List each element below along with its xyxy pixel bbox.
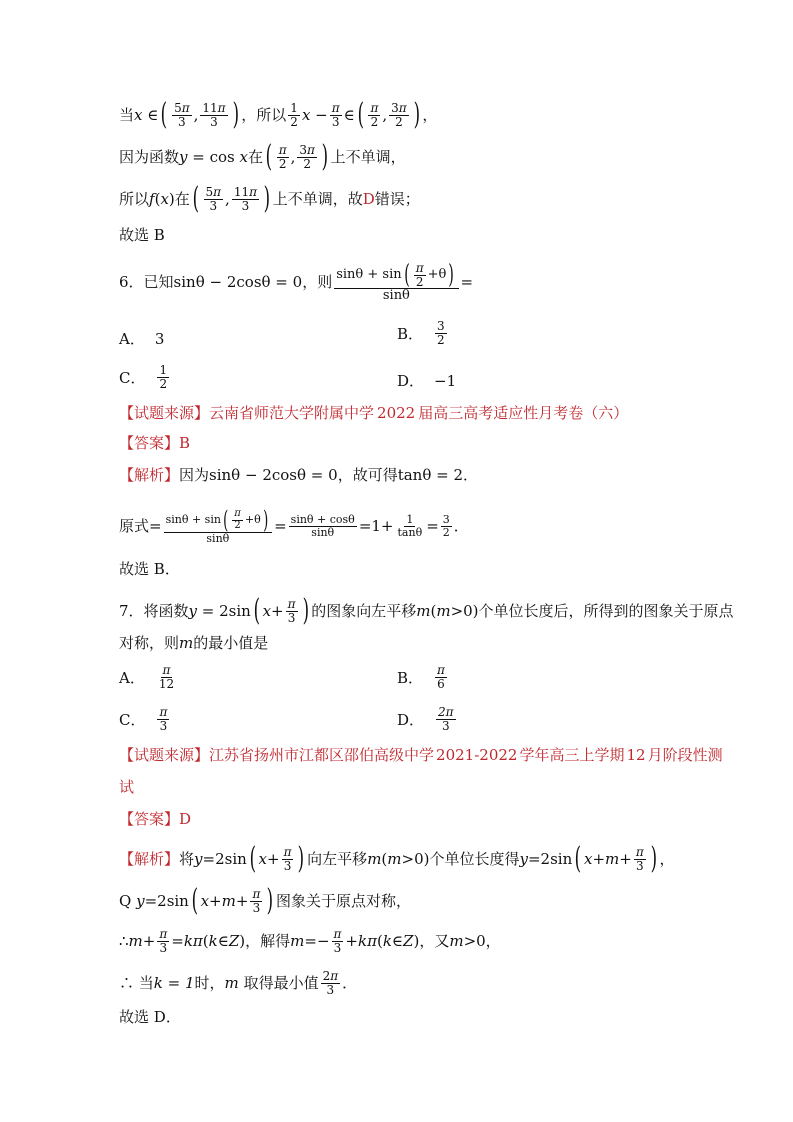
- tag: 【答案】: [119, 810, 180, 828]
- option-value: −1: [434, 371, 457, 390]
- tag: 【试题来源】: [119, 746, 210, 764]
- solution-line-1: 当 x ∈ ( $\frac{5\pi}{3}$ , $\frac{11\pi}{3}$ ) ，所以 $\frac{1}{2}$ x − $\frac{\pi}{3}$ ∈ ( $\frac{\pi}{2}$ , $\frac{3\pi}{2}$ ) ，: [119, 97, 438, 132]
- fraction: $\frac{5\pi}{3}$: [174, 100, 190, 129]
- text: 上不单调，故: [272, 189, 363, 208]
- question-number: 7．将函数: [119, 601, 189, 620]
- q7-option-c[interactable]: [119, 706, 171, 732]
- text: 因为: [179, 466, 210, 484]
- fraction: sinθ + sin ( $\frac{\pi}{2}$ +θ ) sinθ: [164, 508, 273, 545]
- text: ．: [165, 1008, 181, 1026]
- fraction: $\frac{\pi}{6}$: [437, 663, 445, 691]
- text: sinθ: [382, 288, 410, 304]
- question-number: 6．已知: [119, 272, 174, 291]
- solution-line-4: [119, 228, 165, 243]
- question-7: 7．将函数 y = 2sin ( x + $\frac{\pi}{3}$ ) 的图象向左平移 m ( m >0) 个单位长度后，所得到的图象关于原点: [119, 593, 734, 628]
- option-label: A．: [119, 330, 145, 348]
- fraction: $\frac{1}{2}$: [159, 363, 168, 391]
- q7-conclusion: [119, 1010, 181, 1025]
- option-label: B．: [397, 324, 424, 343]
- text: 取得最小值: [243, 973, 319, 992]
- letter: B: [153, 226, 165, 244]
- text: 届高三高考适应性月考卷（六）: [418, 404, 629, 422]
- fraction: $\frac{\pi}{3}$: [159, 705, 168, 733]
- text: 在: [247, 147, 263, 166]
- text: 的图象向左平移: [311, 601, 417, 620]
- text: 向左平移: [307, 849, 368, 868]
- fraction: $\frac{\pi}{2}$: [278, 142, 287, 171]
- fraction: $\frac{\pi}{12}$: [158, 663, 175, 691]
- q6-option-a[interactable]: [119, 328, 164, 349]
- text: 时，: [194, 973, 225, 992]
- option-label: C．: [119, 710, 146, 729]
- big-fraction: sinθ + sin ( $\frac{\pi}{2}$ +θ ) sinθ: [334, 262, 458, 303]
- solution-line-3: 所以 f ( x ) 在 ( $\frac{5\pi}{3}$ , $\frac{11\pi}{3}$ ) 上不单调，故 D 错误；: [119, 181, 420, 216]
- q7-step-2: Q y =2sin ( x + m + $\frac{\pi}{3}$ ) 图象关于原点对称，: [119, 883, 412, 918]
- option-label: A．: [119, 668, 145, 687]
- text: 江苏省扬州市江都区邵伯高级中学: [209, 746, 435, 764]
- q7-step-3: ∴ m + $\frac{\pi}{3}$ = kπ ( k ∈ Z ) ，解得 m =− $\frac{\pi}{3}$ + kπ ( k ∈ Z ) ，又 m >0，: [119, 927, 501, 955]
- text: 错误；: [374, 189, 420, 208]
- text: 对称，则: [119, 634, 180, 652]
- option-label: D．: [397, 710, 425, 729]
- question-6: [119, 262, 473, 303]
- math: tanθ = 2: [397, 466, 464, 484]
- text: Q: [119, 891, 132, 910]
- q7-step-4: ∴ 当 k = 1 时， m 取得最小值 $\frac{2\pi}{3}$ ．: [119, 969, 358, 997]
- q7-answer: [119, 812, 191, 827]
- text: 试: [119, 778, 135, 796]
- fraction: $\frac{11\pi}{3}$: [233, 184, 257, 213]
- text: 故选: [119, 1008, 150, 1026]
- math: k = 1: [153, 973, 195, 992]
- q6-analysis: [119, 468, 478, 483]
- option-label: C．: [119, 368, 146, 387]
- text: 因为函数: [119, 147, 180, 166]
- text: 云南省师范大学附属中学: [209, 404, 375, 422]
- q6-source: [119, 406, 628, 421]
- q6-derivation: 原式 = sinθ + sin ( $\frac{\pi}{2}$ +θ ) sinθ = $\frac{\sin\theta + \cos\theta}{\sin\theta}$ =1+ $\frac{1}{\tan\theta}$ = $\frac{3}{2}$ ．: [119, 506, 469, 545]
- text: ，: [422, 105, 438, 124]
- fraction: $\frac{2\pi}{3}$: [438, 705, 454, 733]
- text: ，则: [302, 272, 333, 291]
- fraction: $\frac{3\pi}{2}$: [391, 100, 407, 129]
- fraction: $\frac{3}{2}$: [442, 513, 450, 539]
- text: 上不单调，: [330, 147, 406, 166]
- text: sinθ + sin: [336, 267, 402, 283]
- q7-option-a[interactable]: [119, 664, 178, 690]
- text: 月阶段性测: [647, 746, 723, 764]
- q7-source-cont: [119, 780, 134, 795]
- text: ∴: [119, 931, 129, 950]
- tag: 【解析】: [119, 849, 180, 868]
- option-label: D．: [397, 372, 425, 390]
- text: 故选: [119, 560, 150, 578]
- q6-option-b[interactable]: [397, 320, 449, 346]
- text: 图象关于原点对称，: [276, 891, 412, 910]
- tag: 【试题来源】: [119, 404, 210, 422]
- text: 所以: [119, 189, 150, 208]
- solution-line-2: 因为函数 y = cos x 在 ( $\frac{\pi}{2}$ , $\frac{3\pi}{2}$ ) 上不单调，: [119, 139, 406, 174]
- fraction: $\frac{3}{2}$: [437, 319, 445, 347]
- question-7-cont: 对称，则 m 的最小值是: [119, 634, 269, 652]
- text: 12: [626, 746, 646, 764]
- text: 2021-2022: [436, 746, 518, 764]
- fraction: $\frac{11\pi}{3}$: [202, 100, 226, 129]
- option-value: 3: [154, 329, 165, 348]
- fraction: $\frac{5\pi}{3}$: [205, 184, 222, 213]
- text: 故选: [119, 226, 150, 244]
- q6-answer: [119, 436, 190, 451]
- fraction: $\frac{\pi}{3}$: [331, 100, 340, 129]
- text: 个单位长度后，所得到的图象关于原点: [478, 601, 734, 620]
- math: x: [134, 105, 143, 124]
- text: 学年高三上学期: [519, 746, 625, 764]
- text: 个单位长度得: [429, 849, 520, 868]
- text: 将: [179, 849, 195, 868]
- text: =: [460, 272, 474, 291]
- q6-option-d[interactable]: [397, 370, 456, 391]
- fraction: $\frac{1}{2}$: [290, 100, 298, 129]
- q7-analysis: 【解析】 将 y =2sin ( x + $\frac{\pi}{3}$ ) 向左平移 m ( m >0) 个单位长度得 y =2sin ( x + m + $\frac{\pi}{3}$ ) ，: [119, 841, 675, 876]
- q7-source: [119, 748, 723, 763]
- fraction: $\frac{1}{\tan\theta}$: [397, 513, 423, 539]
- text: ，所以: [241, 105, 287, 124]
- letter: B: [153, 560, 165, 578]
- tag: 【答案】: [119, 434, 180, 452]
- text: ，又: [419, 931, 450, 950]
- tag: 【解析】: [119, 466, 180, 484]
- letter: D: [153, 1008, 166, 1026]
- text: ，故可得: [337, 466, 398, 484]
- text: ．: [463, 466, 479, 484]
- text: 当: [119, 105, 135, 124]
- fraction: $\frac{\pi}{2}$: [370, 100, 379, 129]
- fraction: $\frac{\sin\theta + \cos\theta}{\sin\theta}$: [290, 513, 355, 539]
- text: ．: [164, 560, 180, 578]
- text: 的最小值是: [193, 634, 269, 652]
- q6-option-c[interactable]: [119, 364, 171, 390]
- text: 2022: [377, 404, 416, 422]
- math: sinθ − 2cosθ = 0: [173, 272, 303, 291]
- option-label: B．: [397, 668, 424, 687]
- q7-option-d[interactable]: [397, 706, 458, 732]
- letter: D: [362, 189, 375, 208]
- answer: B: [179, 434, 191, 452]
- text: ，解得: [245, 931, 291, 950]
- q7-option-b[interactable]: [397, 664, 449, 690]
- answer: D: [179, 810, 192, 828]
- math: sinθ − 2cosθ = 0: [209, 466, 338, 484]
- text: 原式: [119, 516, 150, 535]
- fraction: $\frac{3\pi}{2}$: [299, 142, 315, 171]
- text: 在: [174, 189, 190, 208]
- text: ∴ 当: [119, 973, 154, 992]
- q6-conclusion: [119, 562, 180, 577]
